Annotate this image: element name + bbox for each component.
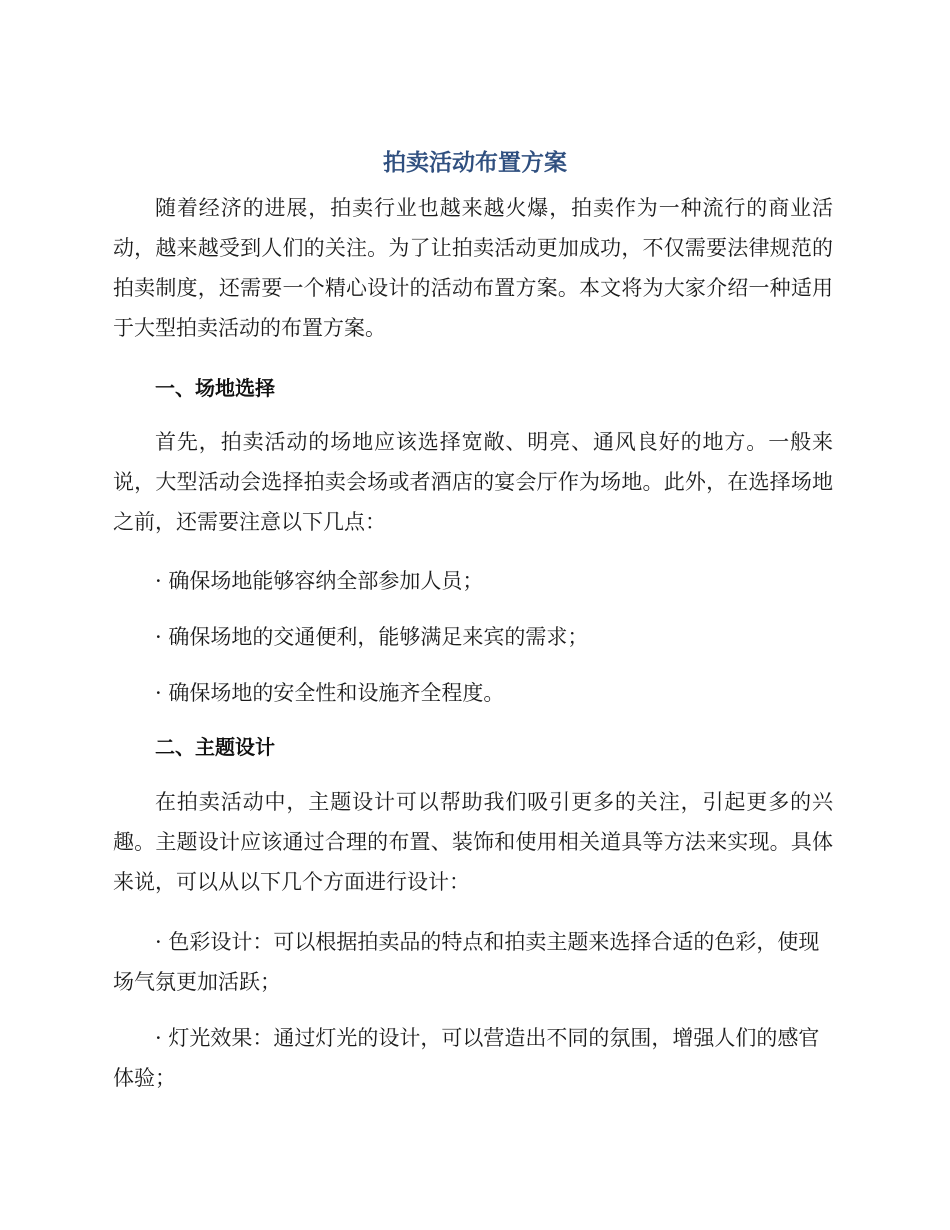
venue-bullet-1: · 确保场地能够容纳全部参加人员； — [155, 569, 484, 593]
venue-bullet-2: · 确保场地的交通便利，能够满足来宾的需求； — [155, 625, 589, 649]
section-heading-venue: 一、场地选择 — [155, 376, 275, 400]
intro-paragraph: 随着经济的进展，拍卖行业也越来越火爆，拍卖作为一种流行的商业活动，越来越受到人们的关注。为了让拍卖活动更加成功，不仅需要法律规范的拍卖制度，还需要一个精心设计的活动布置方案。本文将为大家介绍一种适用于大型拍卖活动的布置方案。 — [113, 196, 833, 340]
section-heading-theme: 二、主题设计 — [155, 735, 275, 759]
venue-bullet-3: · 确保场地的安全性和设施齐全程度。 — [155, 681, 505, 705]
theme-bullet-2: · 灯光效果：通过灯光的设计，可以营造出不同的氛围，增强人们的感官体验； — [113, 1026, 820, 1090]
venue-paragraph: 首先，拍卖活动的场地应该选择宽敞、明亮、通风良好的地方。一般来说，大型活动会选择拍卖会场或者酒店的宴会厅作为场地。此外，在选择场地之前，还需要注意以下几点： — [113, 430, 833, 534]
theme-bullet-1: · 色彩设计：可以根据拍卖品的特点和拍卖主题来选择合适的色彩，使现场气氛更加活跃； — [113, 930, 820, 994]
document-title: 拍卖活动布置方案 — [383, 150, 567, 176]
theme-paragraph: 在拍卖活动中，主题设计可以帮助我们吸引更多的关注，引起更多的兴趣。主题设计应该通过合理的布置、装饰和使用相关道具等方法来实现。具体来说，可以从以下几个方面进行设计： — [113, 790, 833, 894]
